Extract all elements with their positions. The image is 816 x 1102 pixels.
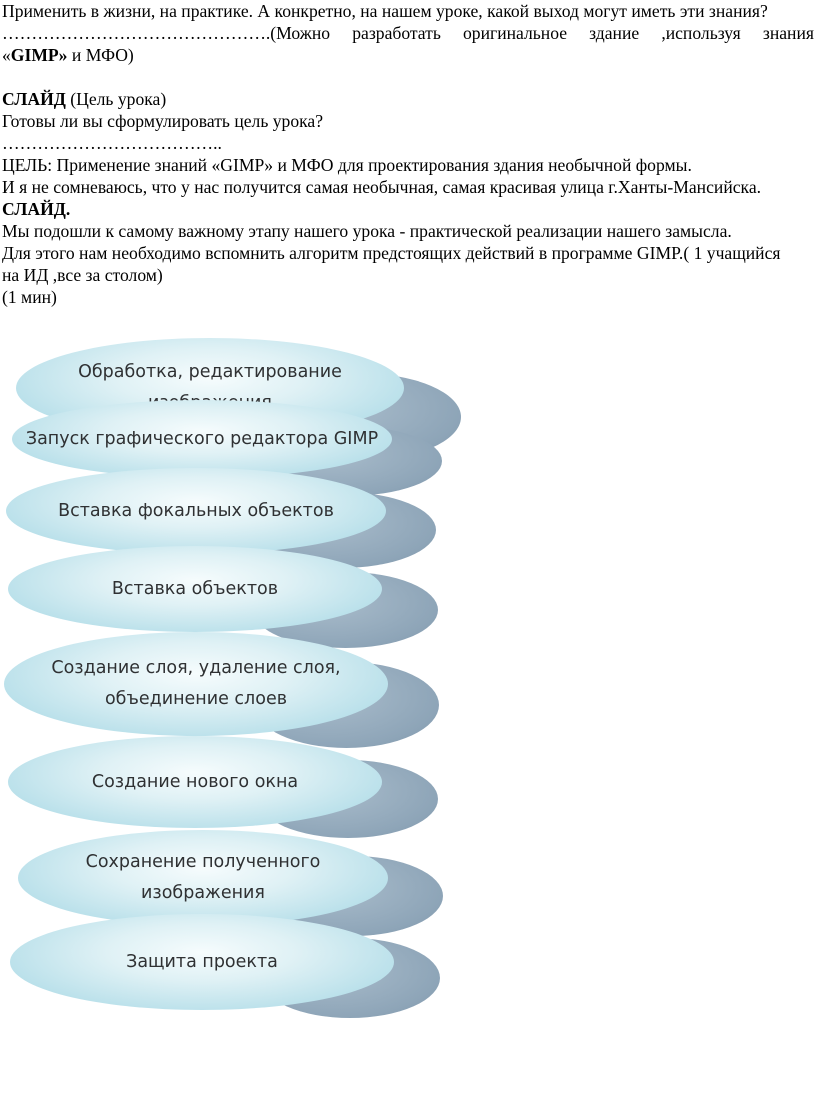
blank-line — [2, 66, 814, 88]
ellipse-body — [6, 468, 386, 554]
text-line-2-word: знания — [762, 23, 814, 43]
step-ellipse — [8, 546, 382, 632]
slide-label: СЛАЙД — [2, 89, 66, 109]
text-line-2 — [2, 22, 814, 44]
text-line-12: на ИД ,все за столом) — [2, 265, 163, 285]
ellipse-body — [8, 736, 382, 828]
slide-subtitle: (Цель урока) — [65, 89, 167, 109]
goal-line: ЦЕЛЬ: Применение знаний «GIMP» и МФО для проектирования здания необычной формы. — [2, 155, 692, 175]
text-line-3 — [2, 44, 814, 66]
step-label: Защита проекта — [126, 951, 278, 972]
document-text — [2, 0, 814, 308]
ellipse-body — [18, 830, 388, 926]
step-label: объединение слоев — [104, 689, 288, 709]
text-line-2-word: разработать — [352, 23, 441, 43]
slide-heading-2 — [2, 198, 814, 220]
step-label: Обработка, редактирование — [78, 362, 342, 382]
text-line-8: И я не сомневаюсь, что у нас получится самая необычная, самая красивая улица г.Ханты-Мансийска. — [2, 177, 762, 197]
step-label: Создание нового окна — [91, 771, 299, 792]
step-ellipse — [12, 400, 392, 478]
step-ellipse — [6, 468, 386, 554]
ellipse-body — [4, 632, 388, 736]
step-label: изображения — [141, 883, 265, 903]
slide-heading-1 — [2, 88, 814, 110]
ellipse-body — [12, 400, 392, 478]
step-label: Запуск графического редактора GIMP — [25, 428, 379, 449]
step-label: Вставка фокальных объектов — [58, 500, 334, 521]
step-ellipse — [4, 632, 388, 736]
text-line-1: Применить в жизни, на практике. А конкретно, на нашем уроке, какой выход могут иметь эти знания? — [2, 1, 768, 21]
quote-open: « — [2, 45, 11, 65]
step-label: Сохранение полученного — [85, 852, 321, 872]
step-label: Вставка объектов — [111, 578, 279, 599]
slide-label: СЛАЙД. — [2, 199, 71, 219]
step-ellipse — [8, 736, 382, 828]
gimp-bold: GIMP» — [10, 45, 68, 65]
step-ellipse — [18, 830, 388, 926]
ellipse-body — [10, 914, 394, 1010]
algorithm-diagram — [0, 300, 816, 1102]
text-line-13: (1 мин) — [2, 287, 57, 307]
step-label: Создание слоя, удаление слоя, — [51, 658, 341, 678]
text-line-11: Для этого нам необходимо вспомнить алгоритм предстоящих действий в программе GIMP.( 1 учащийся — [2, 243, 781, 263]
text-line-2-word: ,используя — [661, 23, 741, 43]
text-line-2-word: оригинальное — [462, 23, 568, 43]
text-line-10: Мы подошли к самому важному этапу нашего урока - практической реализации нашего замысла. — [2, 221, 732, 241]
text-line-5: Готовы ли вы сформулировать цель урока? — [2, 111, 324, 131]
ellipse-body — [8, 546, 382, 632]
text-line-6: ……………………………….. — [2, 133, 222, 153]
text-line-3-rest: и МФО) — [67, 45, 134, 65]
text-line-2-word: здание — [589, 23, 640, 43]
step-ellipse — [10, 914, 394, 1010]
text-line-2-word: ……………………………………….(Можно — [2, 23, 331, 43]
